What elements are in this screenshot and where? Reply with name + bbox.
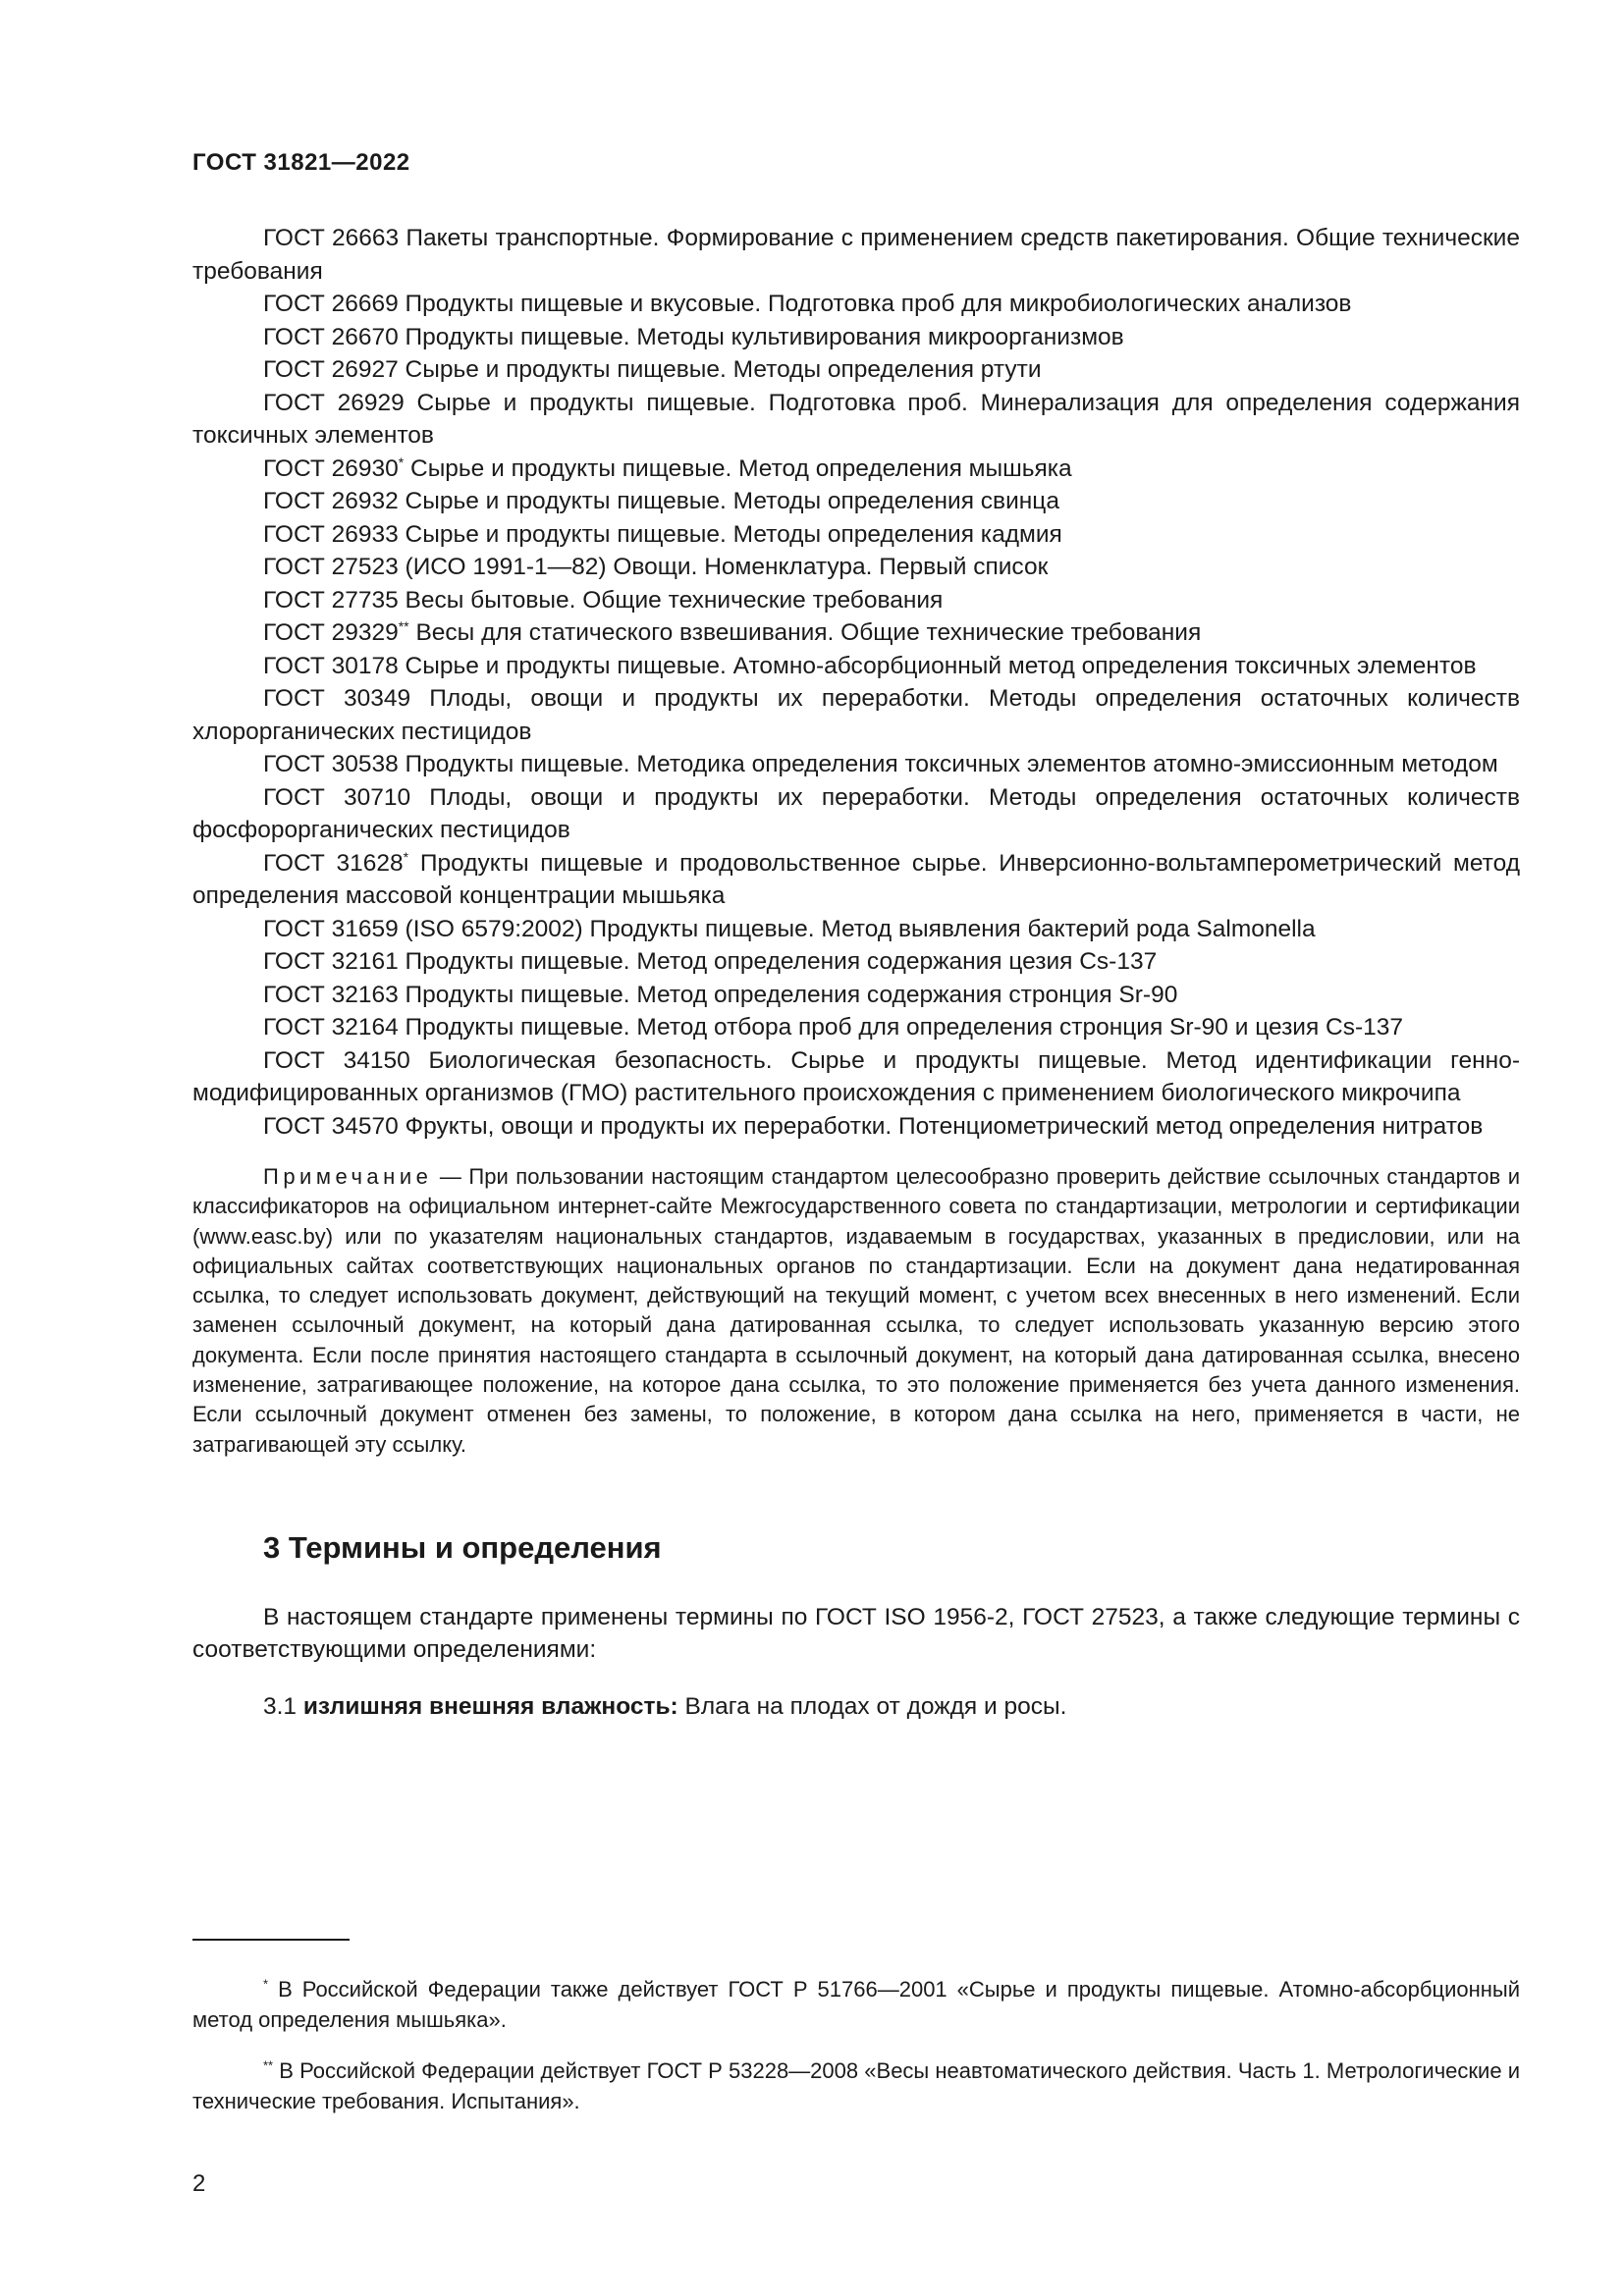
footnote: * В Российской Федерации также действует ГОСТ Р 51766—2001 «Сырье и продукты пищевые. Атомно-абсорбционный метод определения мышьяка». (192, 1976, 1520, 2032)
reference-item: ГОСТ 31628* Продукты пищевые и продовольственное сырье. Инверсионно-вольтамперометрический метод определения массовой концентрации мышьяка (192, 848, 1520, 909)
reference-item: ГОСТ 30178 Сырье и продукты пищевые. Атомно-абсорбционный метод определения токсичных элементов (263, 652, 1477, 679)
main-content (192, 222, 1520, 1747)
reference-item: ГОСТ 30349 Плоды, овощи и продукты их переработки. Методы определения остаточных количеств хлорорганических пестицидов (192, 685, 1521, 745)
note-paragraph (192, 1162, 1520, 1460)
footnote: ** В Российской Федерации действует ГОСТ Р 53228—2008 «Весы неавтоматического действия. Часть 1. Метрологические и технические требования. Испытания». (192, 2057, 1520, 2113)
reference-item: ГОСТ 26669 Продукты пищевые и вкусовые. Подготовка проб для микробиологических анализов (263, 291, 1352, 317)
reference-item: ГОСТ 30538 Продукты пищевые. Методика определения токсичных элементов атомно-эмиссионным методом (263, 751, 1498, 777)
reference-item: ГОСТ 26929 Сырье и продукты пищевые. Подготовка проб. Минерализация для определения содержания токсичных элементов (192, 389, 1520, 449)
reference-item: ГОСТ 27523 (ИСО 1991-1—82) Овощи. Номенклатура. Первый список (263, 554, 1049, 580)
section-intro: В настоящем стандарте применены термины по ГОСТ ISO 1956-2, ГОСТ 27523, а также следующие термины с соответствующими определениями: (192, 1603, 1520, 1664)
term-number: 3.1 (263, 1693, 303, 1721)
term-definition-text: Влага на плодах от дождя и росы. (677, 1693, 1067, 1721)
document-header: ГОСТ 31821—2022 (192, 149, 410, 176)
term-definition (192, 1690, 1520, 1724)
reference-item: ГОСТ 26930* Сырье и продукты пищевые. Метод определения мышьяка (263, 454, 1072, 482)
section-title: 3 Термины и определения (263, 1529, 662, 1565)
page-number: 2 (192, 2170, 206, 2197)
reference-item: ГОСТ 32161 Продукты пищевые. Метод определения содержания цезия Cs-137 (263, 948, 1158, 975)
footnotes (192, 1953, 1520, 2128)
references-list (192, 222, 1520, 1143)
reference-item: ГОСТ 32164 Продукты пищевые. Метод отбора проб для определения стронция Sr-90 и цезия Cs-137 (263, 1014, 1404, 1041)
note-text: — При пользовании настоящим стандартом целесообразно проверить действие ссылочных стандартов и классификаторов на официальном интернет-сайте Межгосударственного совета по стандартизации, метрологии и сертификации (www.easc.by) или по указателям национальных стандартов, издаваемым в государствах, указанных в предисловии, или на официальных сайтах соответствующих национальных органов по стандартизации. Если на документ дана недатированная ссылка, то следует использовать документ, действующий на текущий момент, с учетом всех внесенных в него изменений. Если заменен ссылочный документ, на который дана датированная ссылка, то следует использовать указанную версию этого документа. Если после принятия настоящего стандарта в ссылочный документ, на который дана датированная ссылка, внесено изменение, затрагивающее положение, на которое дана ссылка, то это положение применяется без учета данного изменения. Если ссылочный документ отменен без замены, то положение, в котором дана ссылка на него, применяется в части, не затрагивающей эту ссылку. (192, 1164, 1520, 1457)
reference-item: ГОСТ 27735 Весы бытовые. Общие технические требования (263, 586, 944, 614)
reference-item: ГОСТ 26663 Пакеты транспортные. Формирование с применением средств пакетирования. Общие технические требования (192, 225, 1520, 285)
reference-item: ГОСТ 30710 Плоды, овощи и продукты их переработки. Методы определения остаточных количеств фосфорорганических пестицидов (192, 783, 1521, 843)
reference-item: ГОСТ 26932 Сырье и продукты пищевые. Методы определения свинца (263, 488, 1059, 514)
term-name: излишняя внешняя влажность: (302, 1693, 678, 1721)
reference-item: ГОСТ 32163 Продукты пищевые. Метод определения содержания стронция Sr-90 (263, 981, 1178, 1008)
reference-item: ГОСТ 34150 Биологическая безопасность. Сырье и продукты пищевые. Метод идентификации генно-модифицированных организмов (ГМО) растительного происхождения с применением биологического микрочипа (192, 1046, 1520, 1106)
note-label: Примечание (263, 1164, 433, 1189)
reference-item: ГОСТ 26933 Сырье и продукты пищевые. Методы определения кадмия (263, 520, 1062, 548)
reference-item: ГОСТ 26927 Сырье и продукты пищевые. Методы определения ртути (263, 356, 1042, 383)
reference-item: ГОСТ 34570 Фрукты, овощи и продукты их переработки. Потенциометрический метод определения нитратов (263, 1112, 1484, 1140)
reference-item: ГОСТ 26670 Продукты пищевые. Методы культивирования микроорганизмов (263, 323, 1124, 350)
reference-item: ГОСТ 31659 (ISO 6579:2002) Продукты пищевые. Метод выявления бактерий рода Salmonella (263, 915, 1316, 942)
reference-item: ГОСТ 29329** Весы для статического взвешивания. Общие технические требования (263, 617, 1202, 646)
footnote-divider (192, 1939, 350, 1941)
